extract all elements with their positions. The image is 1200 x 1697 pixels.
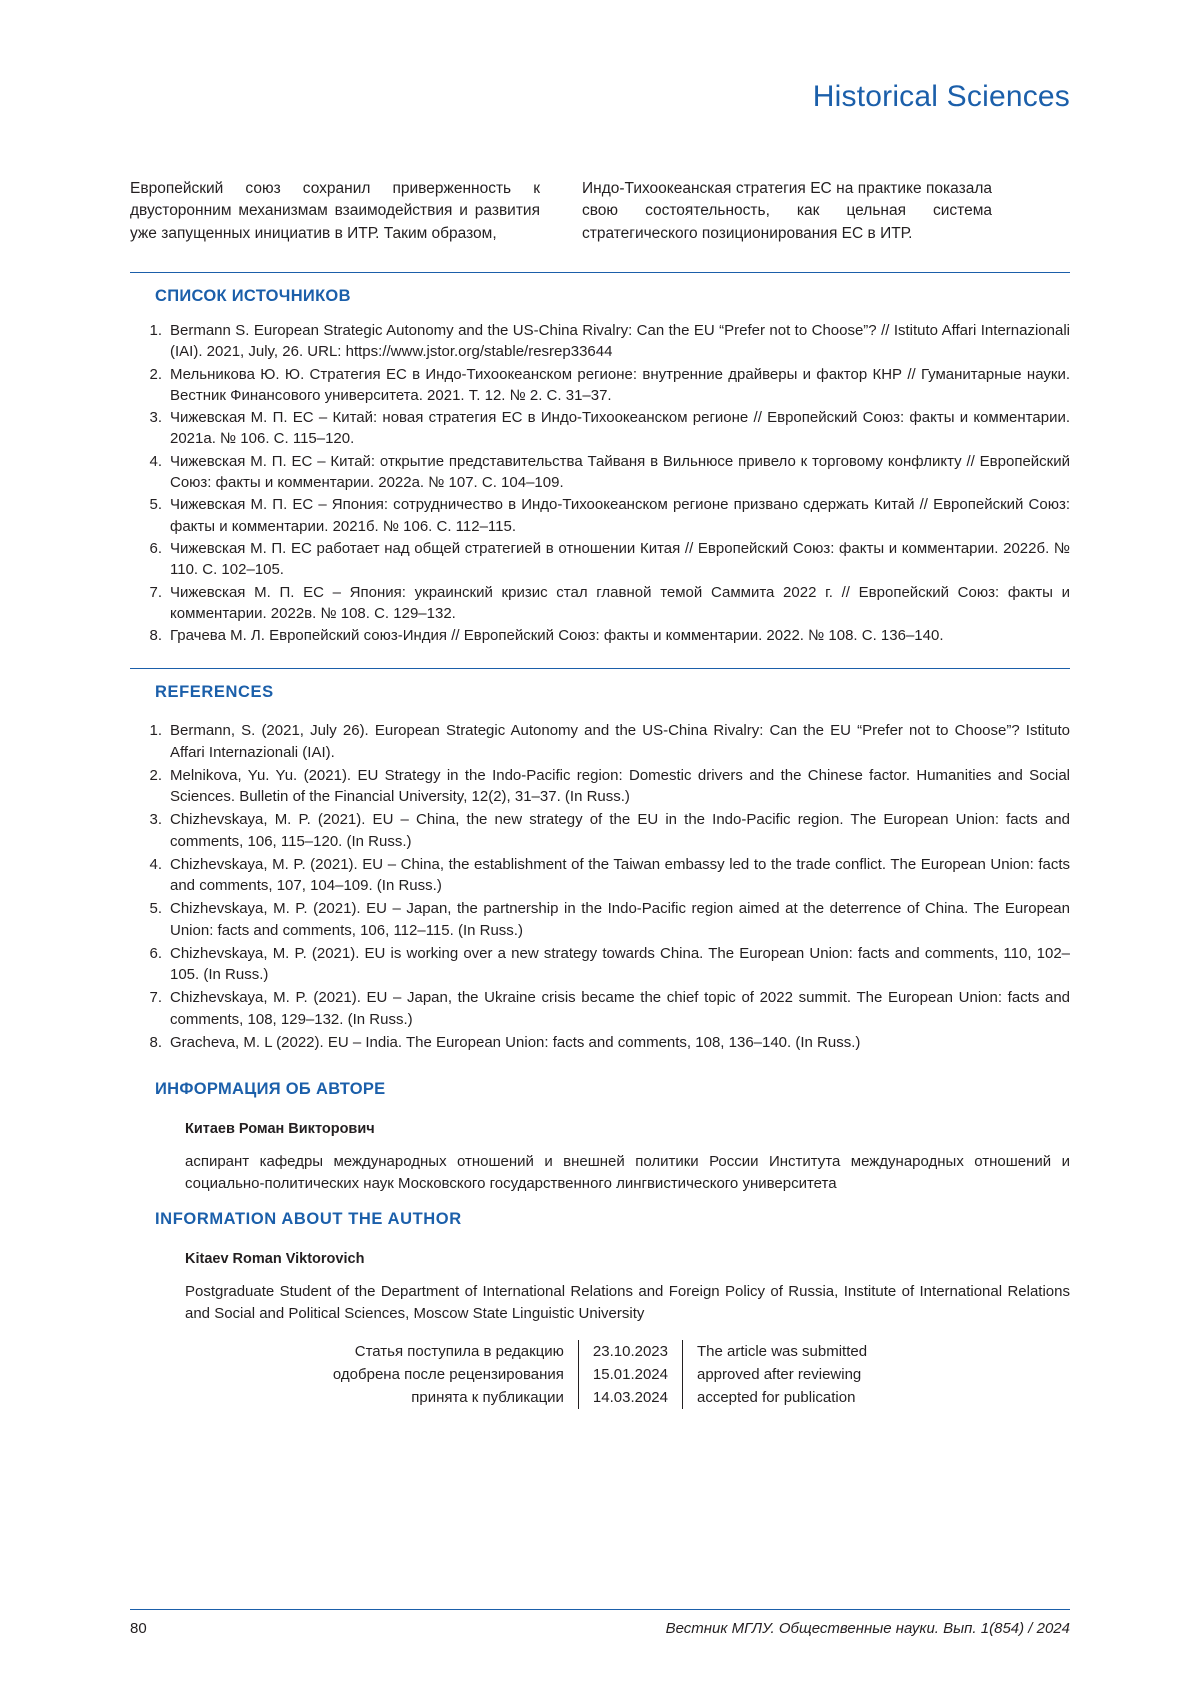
footer-row [130,1620,1070,1637]
list-item-text: Мельникова Ю. Ю. Стратегия ЕС в Индо-Тихоокеанском регионе: внутренние драйверы и фактор КНР // Гуманитарные науки. Вестник Финансового университета. 2021. Т. 12. № 2. С. 31–37. [170,365,1070,404]
list-item [130,854,1070,898]
list-item-text: Чижевская М. П. ЕС – Китай: новая стратегия ЕС в Индо-Тихоокеанском регионе // Европейский Союз: факты и комментарии. 2021а. № 106. С. 115–120. [170,409,1070,448]
date-label-en: approved after reviewing [697,1366,862,1383]
page-footer [130,1609,1070,1637]
list-item-number: 4. [149,855,162,873]
list-item-text: Чижевская М. П. ЕС – Китай: открытие представительства Тайваня в Вильнюсе привело к торговому конфликту // Европейский Союз: факты и комментарии. 2022а. № 107. С. 104–109. [170,452,1070,492]
list-item-text: Чижевская М. П. ЕС работает над общей стратегией в отношении Китая // Европейский Союз: факты и комментарии. 2022б. № 110. С. 102–105. [170,539,1070,579]
list-item-text: Чижевская М. П. ЕС – Япония: сотрудничество в Индо-Тихоокеанском регионе призвано сдержать Китай // Европейский Союз: факты и комментарии. 2021б. № 106. С. 112–115. [170,496,1070,535]
list-item [130,582,1070,625]
list-item [130,720,1070,764]
footer-divider [130,1609,1070,1610]
author-en-description: Postgraduate Student of the Department of International Relations and Foreign Policy of Russia, Institute of International Relations and Social and Political Sciences, Moscow State Linguistic University [185,1283,1070,1322]
divider-above-references [130,668,1070,669]
list-item-number: 8. [149,627,162,645]
date-label-en: The article was submitted [697,1343,868,1360]
list-item-number: 1. [149,722,162,739]
sources-heading: СПИСОК ИСТОЧНИКОВ [155,287,351,305]
date-value: 14.03.2024 [578,1386,682,1409]
list-item-text: Chizhevskaya, M. P. (2021). EU – China, the new strategy of the EU in the Indo-Pacific region. The European Union: facts and comments, 106, 115–120. (In Russ.) [170,811,1070,850]
list-item-text: Chizhevskaya, M. P. (2021). EU – Japan, the Ukraine crisis became the chief topic of 2022 summit. The European Union: facts and comments, 108, 129–132. (In Russ.) [170,989,1070,1028]
date-label-ru: принята к публикации [411,1389,564,1406]
divider-above-sources [130,272,1070,273]
list-item [130,494,1070,537]
column-left [130,178,540,245]
author-ru-heading: ИНФОРМАЦИЯ ОБ АВТОРЕ [155,1080,386,1098]
list-item-number: 1. [149,322,162,339]
running-head: Historical Sciences [812,80,1070,113]
list-item-text: Chizhevskaya, M. P. (2021). EU is working over a new strategy towards China. The European Union: facts and comments, 110, 102–105. (In Russ.) [170,944,1070,984]
date-label-ru: одобрена после рецензирования [332,1366,564,1383]
list-item-number: 3. [149,409,162,427]
list-item-text: Chizhevskaya, M. P. (2021). EU – Japan, the partnership in the Indo-Pacific region aimed at the deterrence of China. The European Union: facts and comments, 106, 112–115. (In Russ.) [170,900,1070,939]
author-en-heading: INFORMATION ABOUT THE AUTHOR [155,1210,462,1228]
list-item-number: 3. [149,811,162,828]
list-item-number: 4. [149,452,162,470]
references-list [130,720,1070,1053]
list-item-text: Gracheva, M. L (2022). EU – India. The European Union: facts and comments, 108, 136–140. (In Russ.) [170,1033,861,1051]
list-item-number: 6. [149,944,162,962]
list-item-number: 6. [149,539,162,557]
list-item [130,625,1070,646]
list-item [130,987,1070,1031]
list-item-text: Chizhevskaya, M. P. (2021). EU – China, the establishment of the Taiwan embassy led to the trade conflict. The European Union: facts and comments, 107, 104–109. (In Russ.) [170,855,1070,895]
list-item-text: Bermann, S. (2021, July 26). European Strategic Autonomy and the US-China Rivalry: Can the EU “Prefer not to Choose”? Istituto Affari Internazionali (IAI). [170,722,1070,761]
list-item-number: 7. [149,989,162,1006]
list-item [130,765,1070,809]
column-right-text: Индо-Тихоокеанская стратегия ЕС на практике показала свою состоятельность, как цельная система стратегического позиционирования ЕС в ИТР. [582,180,992,242]
dates-table [319,1340,881,1409]
date-label-en: accepted for publication [697,1389,856,1406]
top-text-columns [130,178,1070,245]
date-label-ru: Статья поступила в редакцию [354,1343,564,1360]
sources-list [130,320,1070,646]
list-item-text: Чижевская М. П. ЕС – Япония: украинский кризис стал главной темой Саммита 2022 г. // Европейский Союз: факты и комментарии. 2022в. № 108. С. 129–132. [170,583,1070,622]
references-heading: REFERENCES [155,683,274,701]
list-item-text: Bermann S. European Strategic Autonomy and the US-China Rivalry: Can the EU “Prefer not to Choose”? // Istituto Affari Internazionali (IAI). 2021, July, 26. URL: https://www.jstor.org/stable/resrep33644 [170,322,1070,361]
list-item-number: 5. [149,496,162,514]
list-item-number: 8. [149,1033,162,1051]
table-row [319,1386,881,1409]
list-item [130,320,1070,363]
table-row [319,1340,881,1363]
column-right [582,178,992,245]
date-value: 23.10.2023 [578,1340,682,1363]
author-ru-description: аспирант кафедры международных отношений и внешней политики России Института международных отношений и социально-политических наук Московского государственного лингвистического университета [185,1153,1070,1192]
list-item-number: 7. [149,583,162,601]
author-en-name: Kitaev Roman Viktorovich [185,1251,365,1267]
list-item [130,538,1070,581]
column-left-text: Европейский союз сохранил приверженность к двусторонним механизмам взаимодействия и развития уже запущенных инициатив в ИТР. Таким образом, [130,180,540,242]
journal-title: Вестник МГЛУ. Общественные науки. Вып. 1(854) / 2024 [665,1620,1070,1637]
author-info-en [130,1210,1070,1325]
list-item-number: 2. [149,766,162,784]
page-number: 80 [130,1620,147,1637]
author-info-ru [130,1080,1070,1195]
sources-section [130,272,1070,647]
date-value: 15.01.2024 [578,1363,682,1386]
list-item-number: 5. [149,900,162,917]
submission-dates [0,1340,1200,1409]
list-item [130,364,1070,407]
list-item [130,451,1070,494]
list-item-text: Melnikova, Yu. Yu. (2021). EU Strategy in the Indo-Pacific region: Domestic drivers and the Chinese factor. Humanities and Social Sciences. Bulletin of the Financial University, 12(2), 31–37. (In Russ.) [170,766,1070,806]
list-item [130,809,1070,853]
list-item-text: Грачева М. Л. Европейский союз-Индия // Европейский Союз: факты и комментарии. 2022. № 108. С. 136–140. [170,627,944,645]
table-row [319,1363,881,1386]
references-section [130,668,1070,1054]
list-item [130,943,1070,987]
author-ru-name: Китаев Роман Викторович [185,1121,375,1137]
list-item [130,407,1070,450]
list-item [130,1032,1070,1054]
list-item [130,898,1070,942]
list-item-number: 2. [149,365,162,383]
